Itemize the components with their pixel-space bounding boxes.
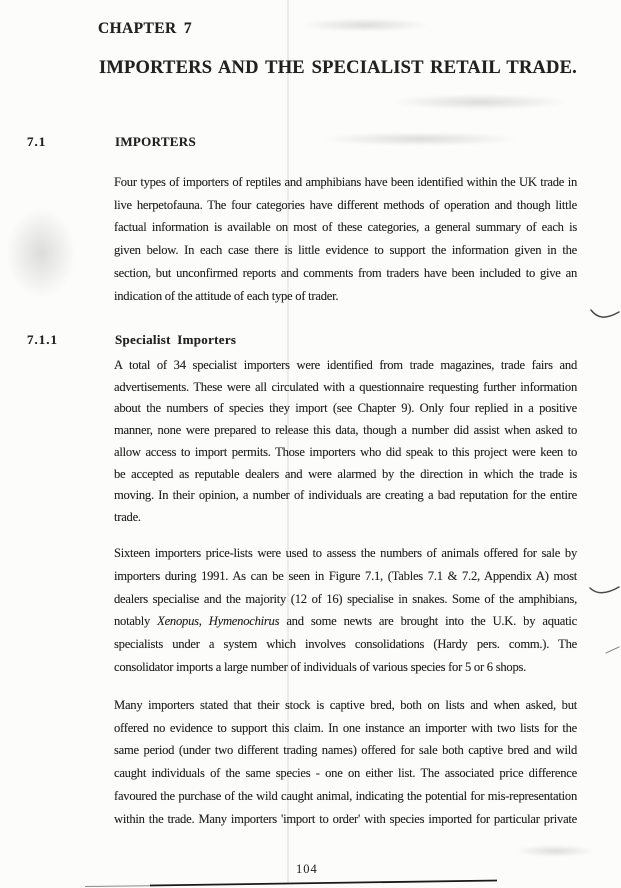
paragraph-captive-bred — [114, 694, 577, 830]
text-segment: notably — [114, 614, 158, 629]
text-line: consolidator imports a large number of individuals of various species for 5 or 6 shops. — [114, 659, 527, 674]
text-line: offered no evidence to support this claim. In one instance an importer with two lists for the — [114, 720, 577, 735]
paragraph-intro — [114, 171, 577, 307]
text-line: dealers specialise and the majority (12 of 16) specialise in snakes. Some of the amphibians, — [114, 591, 577, 606]
scan-noise — [6, 208, 76, 298]
text-line: Sixteen importers price-lists were used to assess the numbers of animals offered for sale by — [114, 546, 577, 560]
chapter-label: CHAPTER 7 — [98, 20, 193, 37]
text-line: trade. — [114, 509, 141, 524]
text-line: specialists under a system which involves consolidations (Hardy pers. comm.). The — [114, 637, 577, 652]
scan-noise — [390, 94, 570, 110]
text-line: Four types of importers of reptiles and amphibians have been identified within the UK trade in — [114, 175, 577, 189]
text-line: moving. In their opinion, a number of individuals are creating a bad reputation for the entire — [114, 488, 577, 503]
text-line-with-species — [114, 610, 577, 633]
section-number-7-1-1: 7.1.1 — [27, 332, 58, 347]
text-line: Many importers stated that their stock is captive bred, both on lists and when asked, but — [114, 698, 577, 712]
text-line: allow access to import permits. Those importers who did speak to this project were keen to — [114, 444, 577, 459]
text-line: live herpetofauna. The four categories have different methods of operation and though little — [114, 197, 577, 212]
text-line: importers during 1991. As can be seen in Figure 7.1, (Tables 7.1 & 7.2, Appendix A) most — [114, 568, 577, 583]
section-heading-specialist-importers: Specialist Importers — [115, 332, 237, 347]
text-line: factual information is available on most of these categories, a general summary of each is — [114, 220, 577, 235]
text-segment: and some newts are brought into the U.K. by aquatic — [279, 614, 577, 629]
scan-mark — [605, 644, 621, 656]
text-line: indication of the attitude of each type of trader. — [114, 288, 339, 303]
text-line: A total of 34 specialist importers were identified from trade magazines, trade fairs and — [114, 358, 577, 372]
scan-noise — [515, 845, 595, 857]
text-line: section, but unconfirmed reports and comments from traders have been included to give an — [114, 265, 577, 280]
scan-curl-mark — [588, 579, 621, 607]
scan-curl-mark — [589, 302, 621, 330]
text-line: within the trade. Many importers 'import to order' with species imported for particular private — [114, 811, 577, 826]
page-number: 104 — [296, 862, 318, 876]
text-line: caught individuals of the same species - one on either list. The associated price difference — [114, 766, 577, 781]
section-heading-importers: IMPORTERS — [115, 134, 196, 149]
text-line: manner, none were prepared to release this data, though a number did assist when asked to — [114, 423, 577, 438]
species-name-italic: Xenopus, Hymenochirus — [157, 614, 280, 629]
text-line: about the numbers of species they import (see Chapter 9). Only four replied in a positive — [114, 401, 577, 416]
text-line: given below. In each case there is little evidence to support the information given in the — [114, 243, 577, 258]
text-line: be accepted as reputable dealers and were alarmed by the direction in which the trade is — [114, 466, 577, 481]
text-line: favoured the purchase of the wild caught animal, indicating the potential for mis-representation — [114, 788, 577, 803]
text-line: same period (under two different trading names) offered for sale both captive bred and wild — [114, 743, 577, 758]
scan-noise — [300, 18, 430, 32]
section-number-7-1: 7.1 — [27, 134, 47, 149]
paragraph-specialist-importers — [114, 355, 577, 529]
text-line: advertisements. These were all circulated with a questionnaire requesting further information — [114, 379, 577, 394]
paragraph-price-lists — [114, 542, 577, 679]
page-title: IMPORTERS AND THE SPECIALIST RETAIL TRADE. — [99, 58, 577, 78]
scan-noise — [320, 132, 520, 146]
